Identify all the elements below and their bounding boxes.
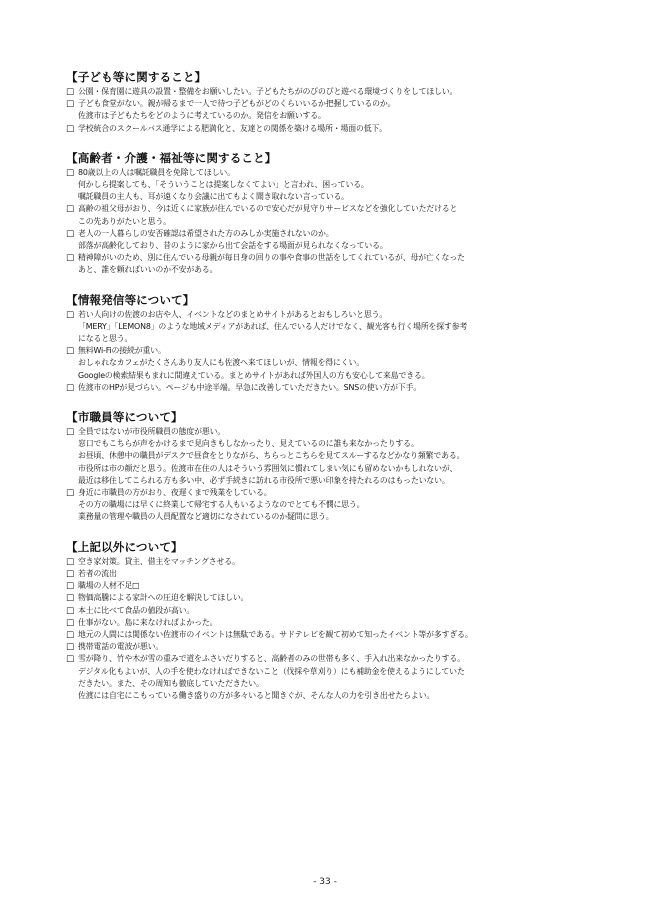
list-item <box>66 592 586 604</box>
item-text: になると思う。 <box>78 334 133 344</box>
checkbox-icon: □ <box>66 593 75 604</box>
checkbox-icon: □ <box>66 99 75 110</box>
item-text: 子ども食堂がない。親が帰るまで一人で待つ子どもがどのくらいいるか把握しているのか。 <box>78 99 396 109</box>
checkbox-icon: □ <box>66 642 75 653</box>
item-text: 嘱託職員の主人も、耳が遠くなり会議に出てもよく聞き取れない言っている。 <box>78 192 349 202</box>
item-text: 窓口でもこちらが声をかけるまで見向きもしなかったり、見えているのに誰も来なかったりする。 <box>78 439 419 449</box>
item-text: 全員ではないが市役所職員の態度が悪い。 <box>78 427 226 437</box>
list-item <box>66 203 586 227</box>
checkbox-icon: □ <box>66 204 75 215</box>
item-text: あと、誰を頼ればいいのか不安がある。 <box>78 265 218 275</box>
list-item <box>66 345 586 382</box>
checkbox-icon: □ <box>66 488 75 499</box>
item-text: 身近に市職員の方がおり、夜遅くまで残業をしている。 <box>78 488 272 498</box>
checkbox-icon: □ <box>66 346 75 357</box>
list-item <box>66 556 586 568</box>
item-text: 精神障がいのため、別に住んでいる母親が毎日身の回りの事や食事の世話をしてくれているが、母が亡くなった <box>78 253 465 263</box>
section-city-staff <box>66 410 586 524</box>
item-text: Googleの検索結果もまれに間違えている。まとめサイトがあれば外国人の方も安心して来島できる。 <box>78 370 430 380</box>
checkbox-icon: □ <box>66 427 75 438</box>
item-text: お昼頃、休憩中の職員がデスクで昼食をとりながら、ちらっとこちらを見てスルーするなどかなり頻繁である。 <box>78 451 465 461</box>
checkbox-icon: □ <box>66 253 75 264</box>
section-heading: 【情報発信等について】 <box>66 292 195 307</box>
item-text: 「MERY」「LEMON8」のような地域メディアがあれば、住んでいる人だけでなく、観光客も行く場所を探す参考 <box>78 321 468 331</box>
item-text: その方の職場には早くに終業して帰宅する人もいるようなのでとても不憫に思う。 <box>78 500 365 510</box>
checkbox-icon: □ <box>66 228 75 239</box>
list-item <box>66 167 586 204</box>
item-text: 若者の流出 <box>78 568 117 578</box>
list-item <box>66 382 586 394</box>
item-text: だきたい。また、その周知も徹底していただきたい。 <box>78 678 264 688</box>
list-item <box>66 228 586 252</box>
list-item <box>66 309 586 346</box>
list-item <box>66 86 586 98</box>
section-elderly-welfare <box>66 151 586 277</box>
list-item <box>66 641 586 653</box>
item-text: おしゃれなカフェがたくさんあり友人にも佐渡へ来てほしいが、情報を得にくい。 <box>78 358 365 368</box>
item-text: 佐渡市は子どもたちをどのように考えているのか。発信をお願いする。 <box>78 111 326 121</box>
checkbox-icon: □ <box>66 568 75 579</box>
item-text: この先ありがたいと思う。 <box>78 216 171 226</box>
list-item <box>66 98 586 122</box>
item-text: 空き家対策。貸主、借主をマッチングさせる。 <box>78 556 240 566</box>
item-text: 雪が降り、竹や木が雪の重みで道をふさいだりすると、高齢者のみの世帯も多く、手入れ出来なかったりする。 <box>78 654 465 664</box>
list-item <box>66 605 586 617</box>
item-text: 佐渡には自宅にこもっている働き盛りの方が多々いると聞きぐが、そんな人の力を引き出せたらよい。 <box>78 690 435 700</box>
item-text: 市役所は市の顔だと思う。佐渡市在住の人はそういう雰囲気に慣れてしまい気にも留めないかもしれないが、 <box>78 463 458 473</box>
item-text: 携帯電話の電波が悪い。 <box>78 642 164 652</box>
list-item <box>66 123 586 135</box>
section-heading: 【市職員等について】 <box>66 410 183 425</box>
item-text: 公園・保育園に遊具の設置・整備をお願いしたい。子どもたちがのびのびと遊べる環境づくりをしてほしい。 <box>78 87 458 96</box>
list-item <box>66 487 586 524</box>
item-text: 業務量の管理や職員の人員配置など適切になされているのか疑問に思う。 <box>78 512 334 522</box>
section-heading: 【子ども等に関すること】 <box>66 70 207 84</box>
item-text: 本土に比べて食品の値段が高い。 <box>78 605 195 615</box>
list-item <box>66 426 586 487</box>
checkbox-icon: □ <box>66 123 75 134</box>
item-text: 地元の人間には関係ない佐渡市のイベントは無駄である。サドテレビを観て初めて知ったイベント等が多すぎる。 <box>78 629 473 639</box>
item-text: 無料Wi-Fiの接続が重い。 <box>78 346 166 356</box>
checkbox-icon: □ <box>66 556 75 567</box>
checkbox-icon: □ <box>66 605 75 616</box>
item-text: 物価高騰による家計への圧迫を解決してほしい。 <box>78 593 249 603</box>
checkbox-icon: □ <box>66 309 75 320</box>
checkbox-icon: □ <box>66 629 75 640</box>
list-item <box>66 252 586 276</box>
item-text: 最近は移住してこられる方も多い中、必ず手続きに訪れる市役所で悪い印象を持たれるのはもったいない。 <box>78 475 450 485</box>
section-children <box>66 70 586 135</box>
list-item <box>66 617 586 629</box>
section-information <box>66 293 586 394</box>
item-text: 学校統合のスクールバス通学による肥満化と、友達との関係を築ける場所・場面の低下。 <box>78 123 387 133</box>
document-body <box>66 70 586 718</box>
list-item <box>66 629 586 641</box>
item-text: 高齢の祖父母がおり、今は近くに家族が住んでいるので安心だが見守りサービスなどを強化していただけると <box>78 204 458 214</box>
list-item <box>66 568 586 580</box>
item-text: 職場の人材不足□ <box>78 581 140 591</box>
section-other <box>66 540 586 702</box>
section-heading: 【上記以外について】 <box>66 539 183 554</box>
item-text: デジタル化もよいが、人の手を使わなければできないこと（伐採や草刈り）にも補助金を使えるようにしていた <box>78 666 465 676</box>
item-text: 80歳以上の人は嘱託職員を免除してほしい。 <box>78 167 235 177</box>
item-text: 部落が高齢化しており、昔のように家から出て会話をする場面が見られなくなっている。 <box>78 241 388 251</box>
item-text: 仕事がない。島に来なければよかった。 <box>78 617 218 627</box>
checkbox-icon: □ <box>66 167 75 178</box>
checkbox-icon: □ <box>66 87 75 97</box>
item-text: 何かしら提案しても、「そういうことは提案しなくてよい」と言われ、困っている。 <box>78 180 369 190</box>
item-text: 若い人向けの佐渡のお店や人、イベントなどのまとめサイトがあるとおもしろいと思う。 <box>78 309 388 319</box>
item-text: 佐渡市のHPが見づらい。ページも中途半端。早急に改善していただきたい。SNSの使い方が下手。 <box>78 382 422 392</box>
checkbox-icon: □ <box>66 581 75 592</box>
page-number: - 33 - <box>313 877 337 887</box>
checkbox-icon: □ <box>66 382 75 393</box>
checkbox-icon: □ <box>66 617 75 628</box>
list-item <box>66 653 586 702</box>
item-text: 老人の一人暮らしの安否確認は希望された方のみしか実施されないのか。 <box>78 228 334 238</box>
checkbox-icon: □ <box>66 654 75 665</box>
list-item <box>66 580 586 592</box>
section-heading: 【高齢者・介護・福祉等に関すること】 <box>66 150 277 165</box>
